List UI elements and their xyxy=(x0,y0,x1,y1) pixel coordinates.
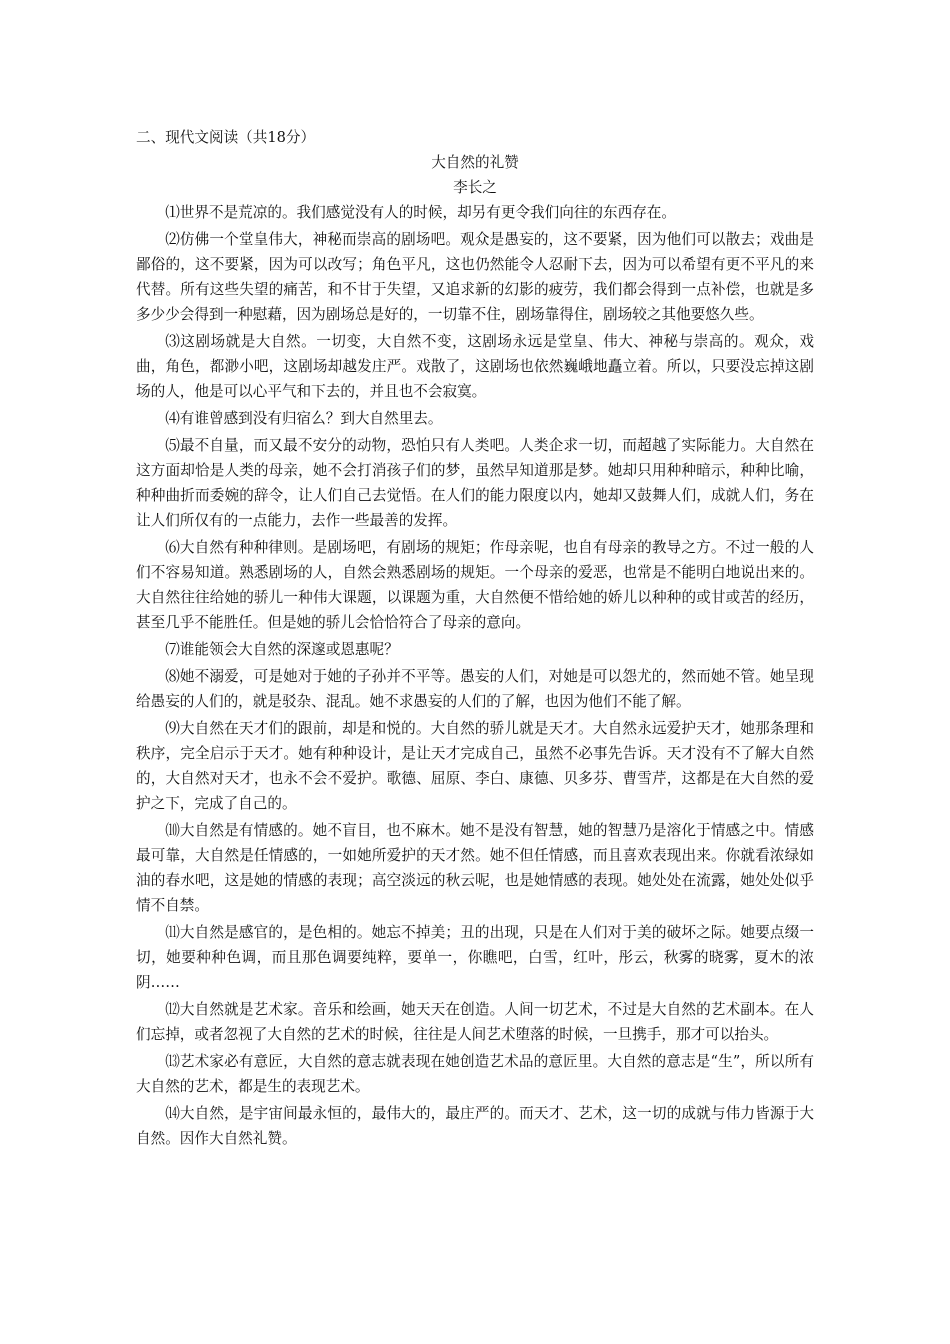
section-title: 二、现代文阅读（共18分） xyxy=(136,129,316,146)
paragraph-9: ⑼大自然在天才们的跟前，却是和悦的。大自然的骄儿就是天才。大自然永远爱护天才，她那条理和秩序，完全启示于天才。她有种种设计，是让天才完成自己，虽然不必事先告诉。天才没有不了解大自然的，大自然对天才，也永不会不爱护。歌德、屈原、李白、康德、贝多芬、曹雪芹，这都是在大自然的爱护之下，完成了自己的。 xyxy=(136,720,814,812)
paragraph-12: ⑿大自然就是艺术家。音乐和绘画，她天天在创造。人间一切艺术，不过是大自然的艺术副本。在人们忘掉，或者忽视了大自然的艺术的时候，往往是人间艺术堕落的时候，一旦携手，那才可以抬头。 xyxy=(136,1001,814,1043)
paragraph-3: ⑶这剧场就是大自然。一切变，大自然不变，这剧场永远是堂皇、伟大、神秘与崇高的。观众，戏曲，角色，都渺小吧，这剧场却越发庄严。戏散了，这剧场也依然巍峨地矗立着。所以，只要没忘掉这剧场的人，他是可以心平气和下去的，并且也不会寂寞。 xyxy=(136,332,814,400)
paragraph-6: ⑹大自然有种种律则。是剧场吧，有剧场的规矩；作母亲呢，也自有母亲的教导之方。不过一般的人们不容易知道。熟悉剧场的人，自然会熟悉剧场的规矩。一个母亲的爱恶，也常是不能明白地说出来的。大自然往往给她的骄儿一种伟大课题，以课题为重，大自然便不惜给她的娇儿以种种的或甘或苦的经历，甚至几乎不能胜任。但是她的骄儿会恰恰符合了母亲的意向。 xyxy=(136,538,814,631)
paragraph-5: ⑸最不自量，而又最不安分的动物，恐怕只有人类吧。人类企求一切，而超越了实际能力。大自然在这方面却恰是人类的母亲，她不会打消孩子们的梦，虽然早知道那是梦。她却只用种种暗示，种种比喻，种种曲折而委婉的辞令，让人们自己去觉悟。在人们的能力限度以内，她却又鼓舞人们，成就人们，务在让人们所仅有的一点能力，去作一些最善的发挥。 xyxy=(136,437,814,529)
article-title: 大自然的礼赞 xyxy=(431,153,519,171)
paragraph-14: ⒁大自然，是宇宙间最永恒的，最伟大的，最庄严的。而天才、艺术，这一切的成就与伟力皆源于大自然。因作大自然礼赞。 xyxy=(136,1105,814,1148)
paragraph-11: ⑾大自然是感官的，是色相的。她忘不掉美；丑的出现，只是在人们对于美的破坏之际。她要点缀一切，她要种种色调，而且那色调要纯粹，要单一，你瞧吧，白雪，红叶，彤云，秋雾的晓雾，夏木的浓阴…… xyxy=(136,924,814,991)
paragraph-8: ⑻她不溺爱，可是她对于她的子孙并不平等。愚妄的人们，对她是可以怨尤的，然而她不管。她呈现给愚妄的人们的，就是驳杂、混乱。她不求愚妄的人们的了解，也因为他们不能了解。 xyxy=(136,668,814,711)
paragraph-4: ⑷有谁曾感到没有归宿么？到大自然里去。 xyxy=(165,409,443,427)
article-author: 李长之 xyxy=(453,178,497,196)
paragraph-1: ⑴世界不是荒凉的。我们感觉没有人的时候，却另有更令我们向往的东西存在。 xyxy=(165,203,676,221)
paragraph-2: ⑵仿佛一个堂皇伟大，神秘而崇高的剧场吧。观众是愚妄的，这不要紧，因为他们可以散去；戏曲是鄙俗的，这不要紧，因为可以改写；角色平凡，这也仍然能令人忍耐下去，因为可以希望有更不平凡的来代替。所有这些失望的痛苦，和不甘于失望，又追求新的幻影的疲劳，我们都会得到一点补偿，也就是多多少少会得到一种慰藉，因为剧场总是好的，一切靠不住，剧场靠得住，剧场较之其他要悠久些。 xyxy=(136,230,814,323)
document-content xyxy=(136,126,814,1154)
paragraph-13: ⒀艺术家必有意匠，大自然的意志就表现在她创造艺术品的意匠里。大自然的意志是“生”，所以所有大自然的艺术，都是生的表现艺术。 xyxy=(136,1053,814,1096)
paragraph-7: ⑺谁能领会大自然的深邃或恩惠呢？ xyxy=(165,640,399,658)
paragraph-10: ⑽大自然是有情感的。她不盲目，也不麻木。她不是没有智慧，她的智慧乃是溶化于情感之中。情感最可靠，大自然是任情感的，一如她所爱护的天才然。她不但任情感，而且喜欢表现出来。你就看浓绿如油的春水吧，这是她的情感的表现；高空淡远的秋云呢，也是她情感的表现。她处处在流露，她处处似乎情不自禁。 xyxy=(136,822,814,914)
